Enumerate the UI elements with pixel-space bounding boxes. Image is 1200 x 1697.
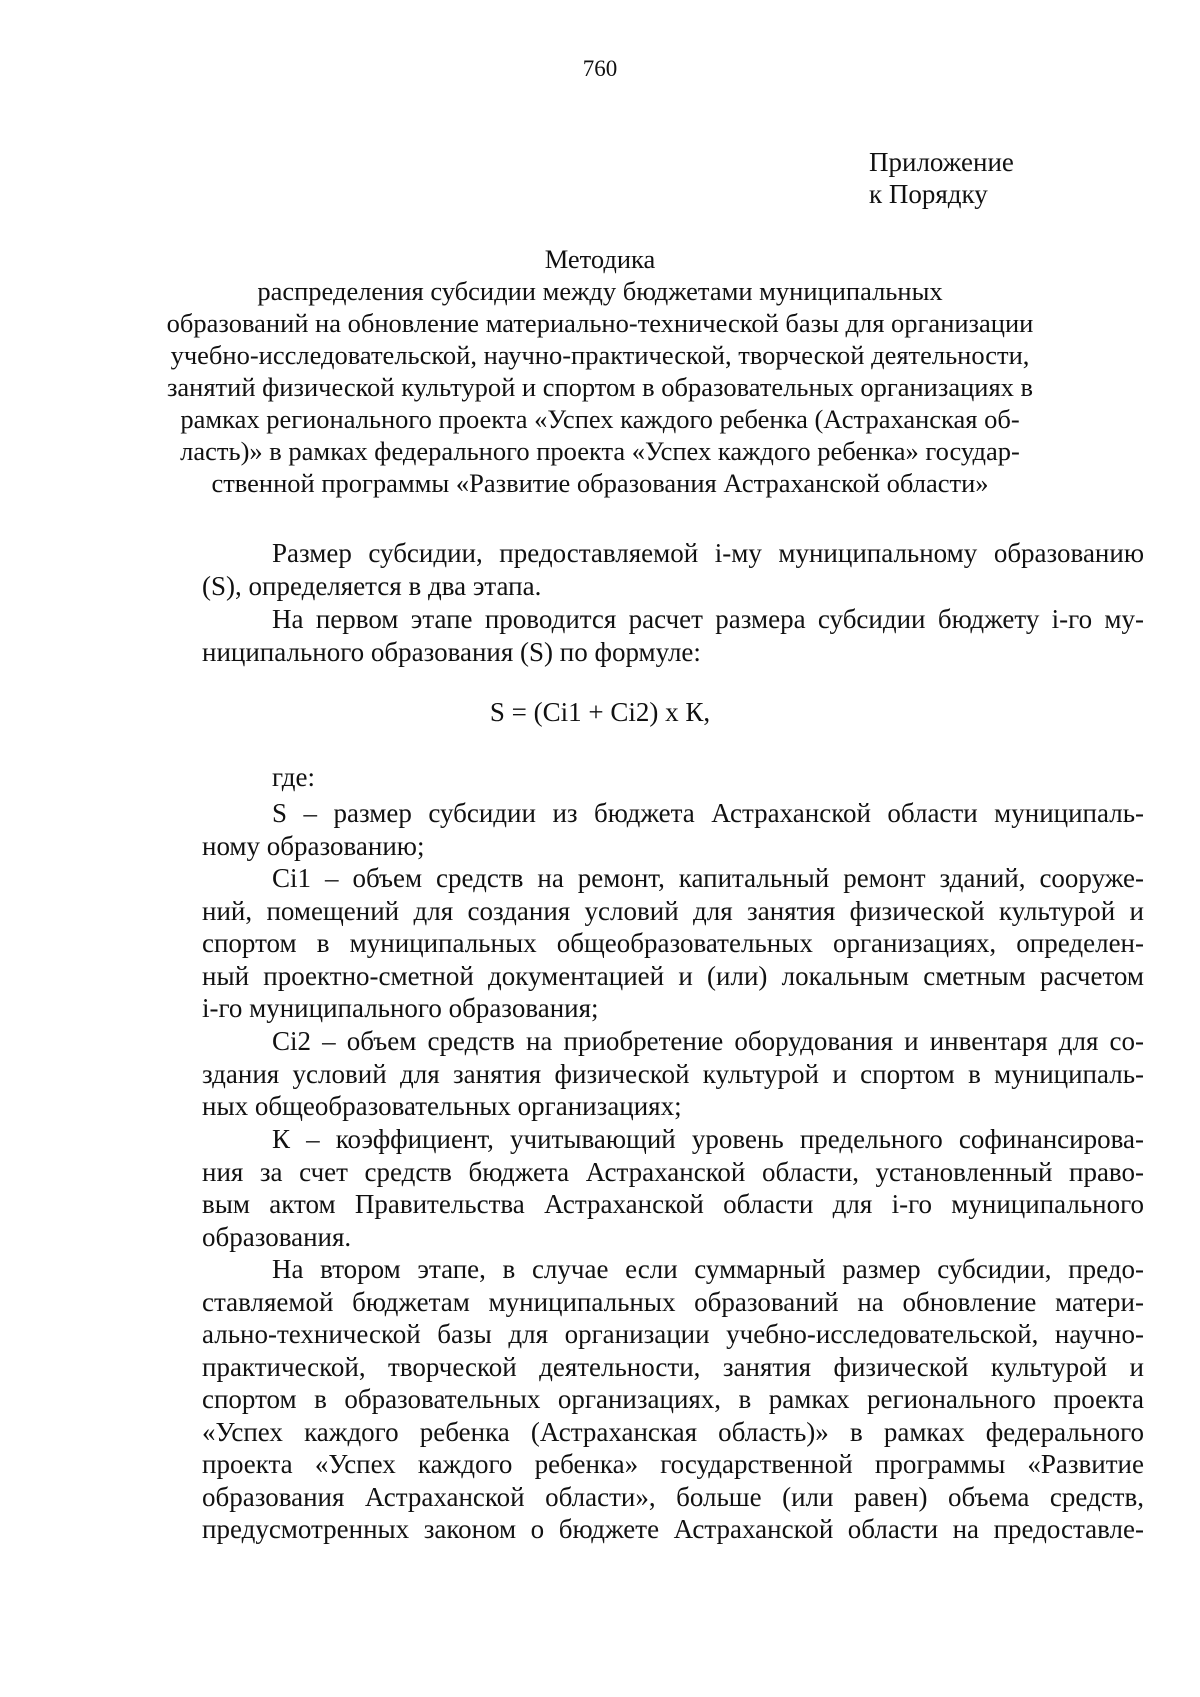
- text-line: ный проектно-сметной документацией и (или) локальным сметным расчетом: [202, 960, 1144, 991]
- appendix-label: [869, 146, 1014, 210]
- paragraph-subsidy-size: [202, 537, 1144, 602]
- definition-k: [202, 1123, 1144, 1253]
- text-line: На втором этапе, в случае если суммарный размер субсидии, предо-: [272, 1254, 1144, 1284]
- appendix-line: Приложение: [869, 147, 1014, 177]
- text-line: ных общеобразовательных организациях;: [202, 1091, 682, 1121]
- text-line: спортом в муниципальных общеобразовательных организациях, определен-: [202, 928, 1144, 958]
- text-line: ниципального образования (S) по формуле:: [202, 636, 701, 667]
- text-line: ально-технической базы для организации учебно-исследовательской, научно-: [202, 1319, 1144, 1349]
- title-line: ласть)» в рамках федерального проекта «Успех каждого ребенка» государ-: [180, 436, 1020, 466]
- title-line: распределения субсидии между бюджетами муниципальных: [257, 276, 943, 306]
- where-label: где:: [272, 762, 315, 792]
- title-line: рамках регионального проекта «Успех каждого ребенка (Астраханская об-: [180, 404, 1020, 434]
- text-line: ний, помещений для создания условий для занятия физической культурой и: [202, 895, 1144, 926]
- title-line: ственной программы «Развитие образования Астраханской области»: [211, 468, 989, 498]
- text-line: (S), определяется в два этапа.: [202, 570, 542, 601]
- text-line: практической, творческой деятельности, занятия физической культурой и: [202, 1351, 1144, 1382]
- text-line: i-го муниципального образования;: [202, 993, 599, 1023]
- text-line: ному образованию;: [202, 830, 425, 861]
- text-line: Ci1 – объем средств на ремонт, капитальный ремонт зданий, сооруже-: [272, 863, 1144, 893]
- text-line: спортом в образовательных организациях, в рамках регионального проекта: [202, 1384, 1144, 1414]
- definition-s: [202, 797, 1144, 862]
- title-line: занятий физической культурой и спортом в образовательных организациях в: [166, 372, 1034, 402]
- text-line: ния за счет средств бюджета Астраханской области, установленный право-: [202, 1156, 1144, 1187]
- document-title: [150, 243, 1050, 499]
- text-line: здания условий для занятия физической культурой и спортом в муниципаль-: [202, 1058, 1144, 1089]
- title-line: образований на обновление материально-технической базы для организации: [166, 308, 1034, 338]
- page-number: 760: [582, 56, 618, 81]
- text-line: предусмотренных законом о бюджете Астраханской области на предоставле-: [202, 1514, 1144, 1544]
- appendix-line: к Порядку: [869, 179, 988, 209]
- text-line: К – коэффициент, учитывающий уровень предельного софинансирова-: [272, 1124, 1144, 1154]
- text-line: Ci2 – объем средств на приобретение оборудования и инвентаря для со-: [272, 1026, 1144, 1056]
- title-heading: Методика: [544, 244, 656, 274]
- title-line: учебно-исследовательской, научно-практической, творческой деятельности,: [170, 340, 1030, 370]
- text-line: образования Астраханской области», больше (или равен) объема средств,: [202, 1481, 1144, 1512]
- paragraph-first-stage: [202, 603, 1144, 668]
- text-line: ставляемой бюджетам муниципальных образований на обновление матери-: [202, 1286, 1144, 1317]
- definition-ci1: [202, 862, 1144, 1025]
- paragraph-second-stage: [202, 1253, 1144, 1546]
- text-line: Размер субсидии, предоставляемой i-му муниципальному образованию: [272, 538, 1144, 568]
- definition-ci2: [202, 1025, 1144, 1123]
- text-line: вым актом Правительства Астраханской области для i-го муниципального: [202, 1189, 1144, 1219]
- text-line: На первом этапе проводится расчет размера субсидии бюджету i-го му-: [272, 604, 1144, 634]
- text-line: S – размер субсидии из бюджета Астраханской области муниципаль-: [272, 798, 1144, 828]
- subsidy-formula: S = (Ci1 + Ci2) х К,: [489, 697, 711, 727]
- text-line: проекта «Успех каждого ребенка» государственной программы «Развитие: [202, 1449, 1144, 1479]
- text-line: образования.: [202, 1221, 352, 1252]
- text-line: «Успех каждого ребенка (Астраханская область)» в рамках федерального: [202, 1416, 1144, 1447]
